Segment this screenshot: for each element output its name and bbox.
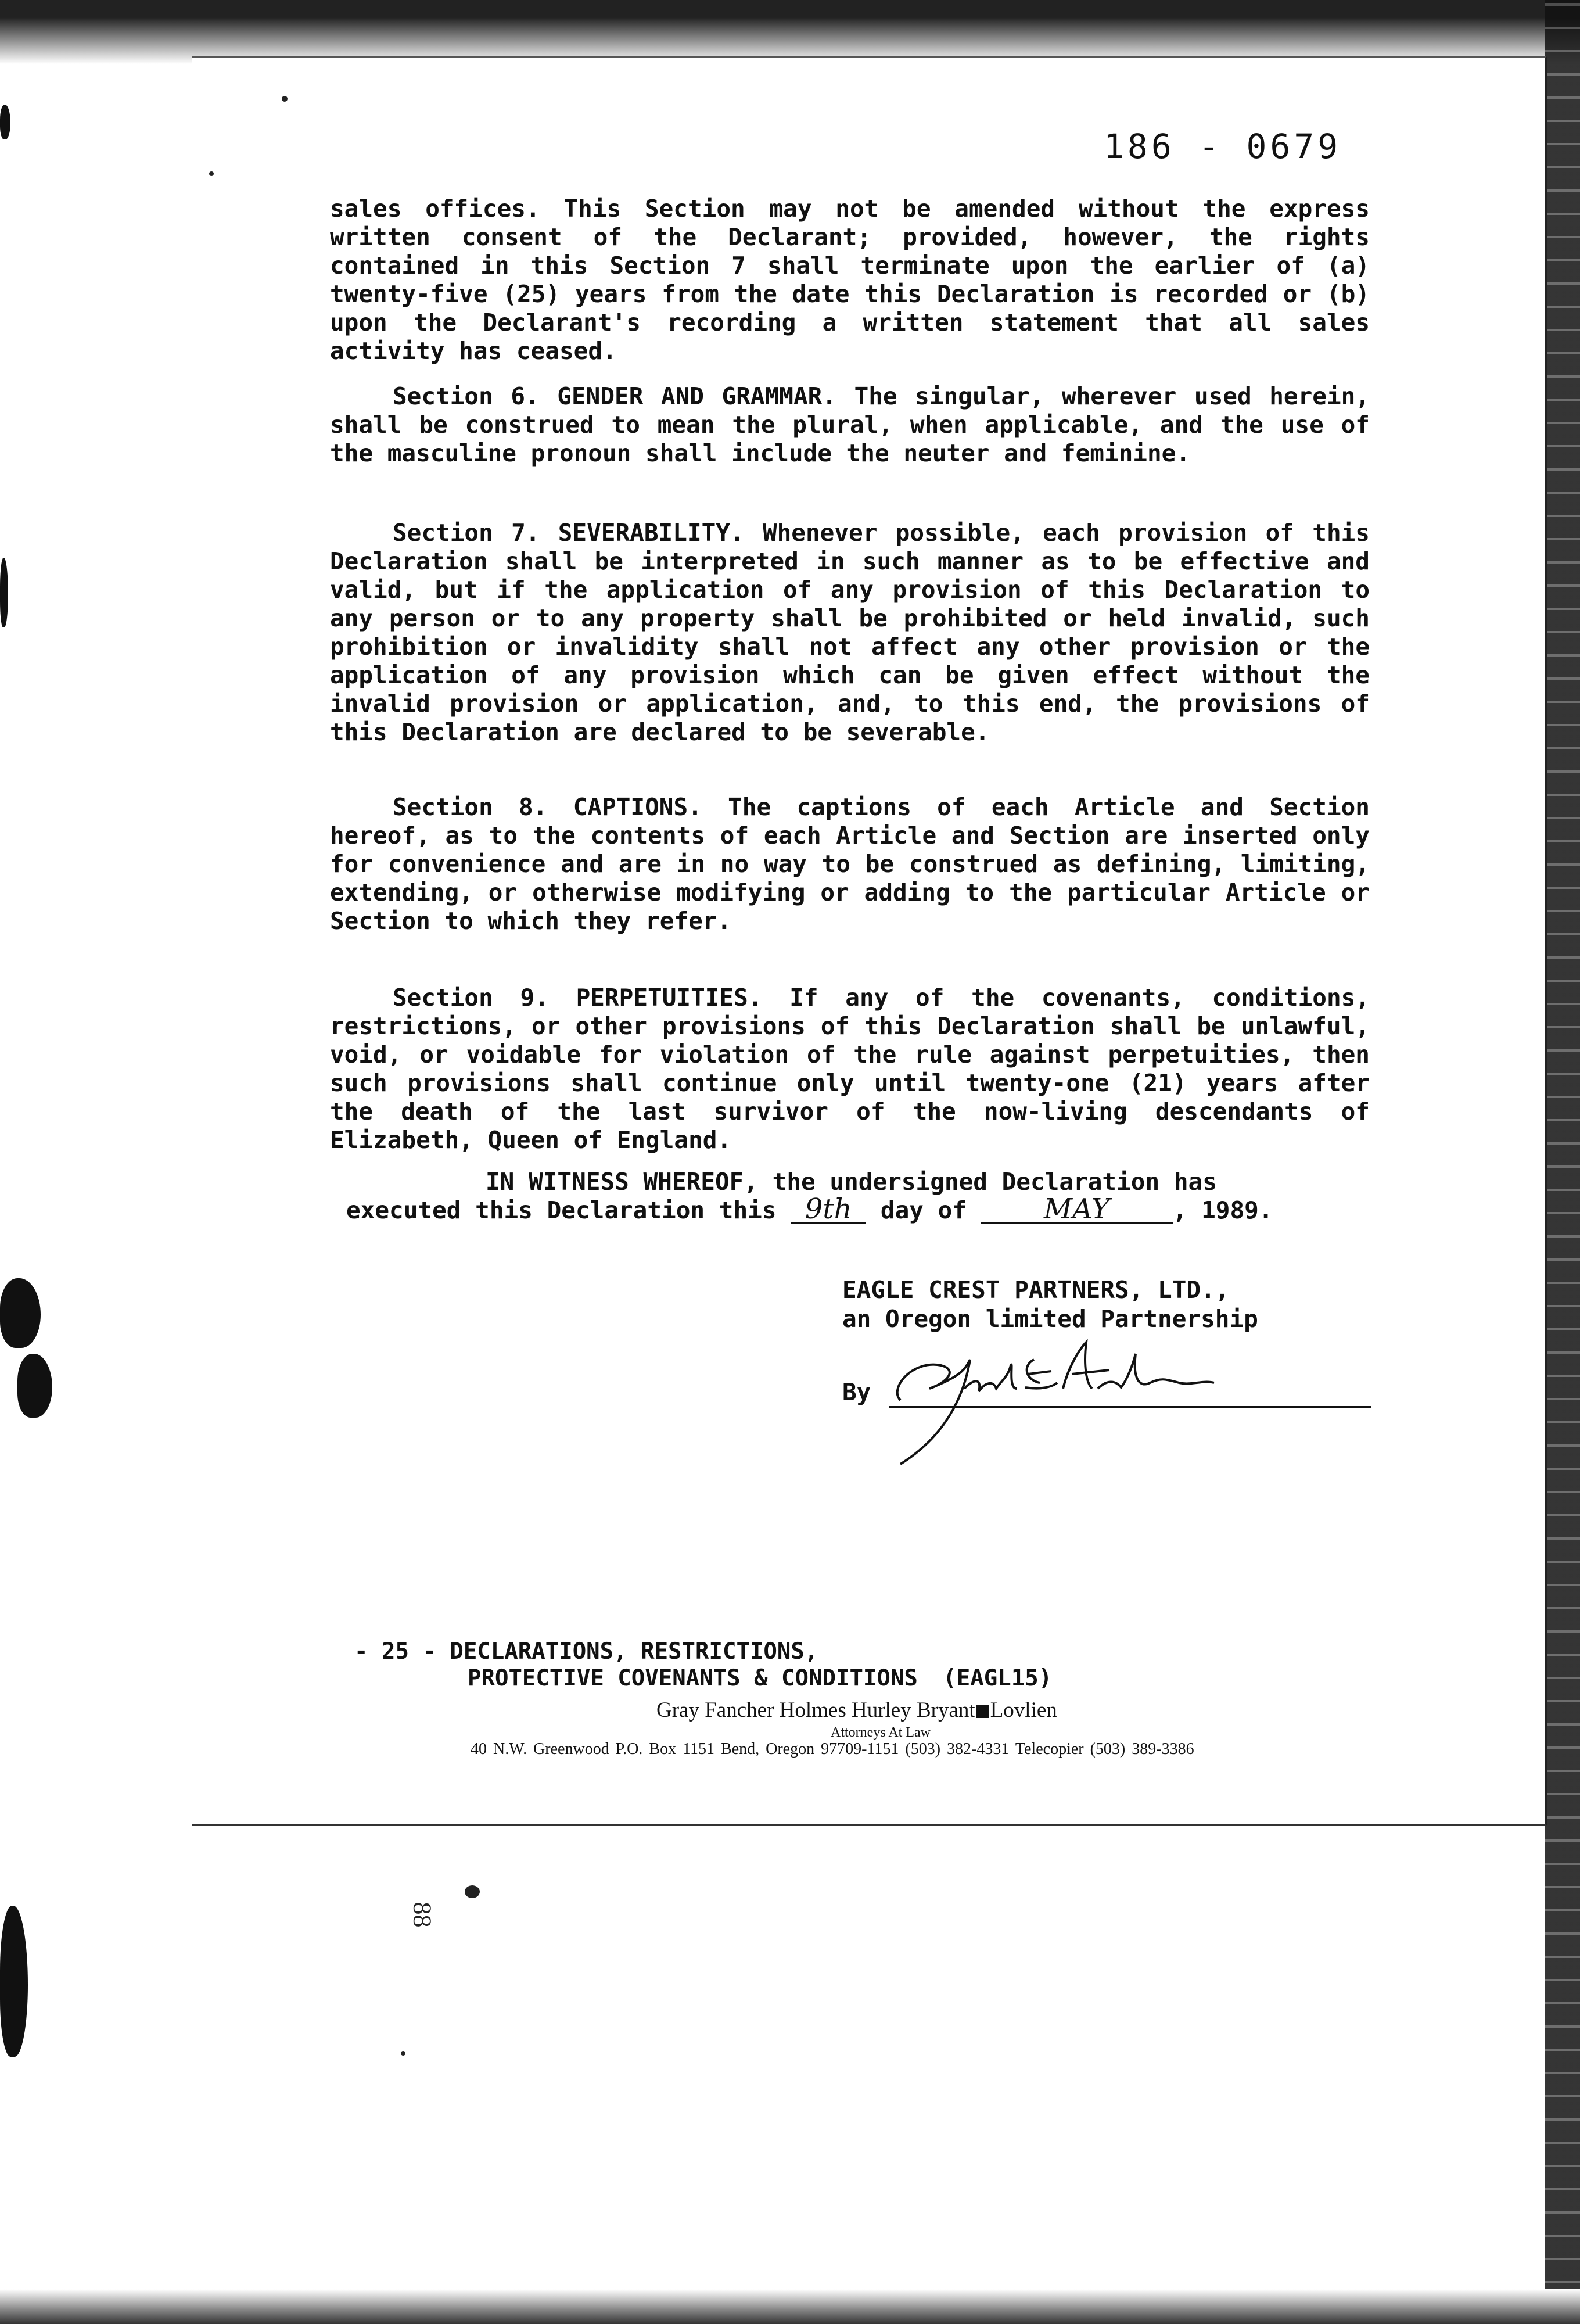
document-code: (EAGL15) xyxy=(943,1665,1053,1691)
law-firm-name xyxy=(656,1698,1057,1723)
scan-speck xyxy=(465,1885,480,1898)
scan-blot xyxy=(0,1278,41,1348)
page-number: - 25 - xyxy=(354,1638,436,1665)
footer-title xyxy=(354,1638,1052,1692)
scan-blot xyxy=(17,1354,52,1418)
handwritten-day: 9th xyxy=(791,1196,866,1224)
handwritten-month: MAY xyxy=(981,1196,1173,1224)
signature-line xyxy=(842,1348,1371,1412)
scan-edge-right xyxy=(1545,0,1580,2324)
scan-speck xyxy=(209,171,214,176)
witness-prefix: executed this Declaration this xyxy=(346,1196,777,1224)
footer-title-line-2: PROTECTIVE COVENANTS & CONDITIONS xyxy=(468,1665,918,1691)
scan-blot xyxy=(0,558,8,627)
witness-clause xyxy=(346,1168,1380,1225)
section-7-paragraph: Section 7. SEVERABILITY. Whenever possible, each provision of this Declaration shall be interpreted in such manner as to be effective and valid, but if the application of any provision of this Declaration to any person or to any property shall be prohibited or held invalid, such prohibition or invalidity shall not affect any other provision or the application of any provision which can be given effect without the invalid provision or application, and, to this end, the provisions of this Declaration are declared to be severable. xyxy=(330,519,1370,746)
scan-speck xyxy=(282,96,288,102)
law-firm-address: 40 N.W. Greenwood P.O. Box 1151 Bend, Oregon 97709-1151 (503) 382-4331 Telecopier (503) 389-3386 xyxy=(471,1740,1194,1758)
law-firm-role: Attorneys At Law xyxy=(831,1725,931,1740)
scan-edge-top xyxy=(0,0,1580,64)
scan-blot xyxy=(0,105,10,139)
scan-speck xyxy=(401,2051,405,2056)
scan-edge-bottom xyxy=(0,2289,1580,2324)
firm-name-part-1: Gray Fancher Holmes Hurley Bryant xyxy=(656,1698,975,1722)
witness-line-2 xyxy=(346,1193,1380,1225)
recording-number: 186 - 0679 xyxy=(1104,127,1342,166)
witness-line-1: IN WITNESS WHEREOF, the undersigned Declaration has xyxy=(486,1168,1217,1196)
section-6-paragraph: Section 6. GENDER AND GRAMMAR. The singular, wherever used herein, shall be construed to mean the plural, when applicable, and the use of the masculine pronoun shall include the neuter and feminine. xyxy=(330,382,1370,467)
by-label: By xyxy=(842,1378,871,1406)
handwritten-signature xyxy=(877,1325,1237,1470)
signatory-description: an Oregon limited Partnership xyxy=(842,1305,1258,1333)
continuation-paragraph: sales offices. This Section may not be amended without the express written consent of the Declarant; provided, however, the rights contained in this Section 7 shall terminate upon the earlier of (a) twenty-five (25) years from the date this Declaration is recorded or (b) upon the Declarant's recording a written statement that all sales activity has ceased. xyxy=(330,195,1370,365)
witness-middle: day of xyxy=(880,1196,967,1224)
footer-title-line-1: DECLARATIONS, RESTRICTIONS, xyxy=(450,1638,818,1665)
firm-name-part-2: Lovlien xyxy=(990,1698,1057,1722)
section-9-paragraph: Section 9. PERPETUITIES. If any of the covenants, conditions, restrictions, or other provisions of this Declaration shall be unlawful, void, or voidable for violation of the rule against perpetuities, then such provisions shall continue only until twenty-one (21) years after the death of the last survivor of the now-living descendants of Elizabeth, Queen of England. xyxy=(330,984,1370,1154)
margin-note: 88 xyxy=(408,1902,437,1928)
witness-suffix: , 1989. xyxy=(1172,1196,1273,1224)
firm-square-mark xyxy=(976,1705,989,1718)
section-8-paragraph: Section 8. CAPTIONS. The captions of each Article and Section hereof, as to the contents of each Article and Section are inserted only for convenience and are in no way to be construed as defining, limiting, extending, or otherwise modifying or adding to the particular Article or Section to which they refer. xyxy=(330,793,1370,935)
scan-blot xyxy=(0,1906,28,2057)
signatory-name: EAGLE CREST PARTNERS, LTD., xyxy=(842,1276,1230,1304)
